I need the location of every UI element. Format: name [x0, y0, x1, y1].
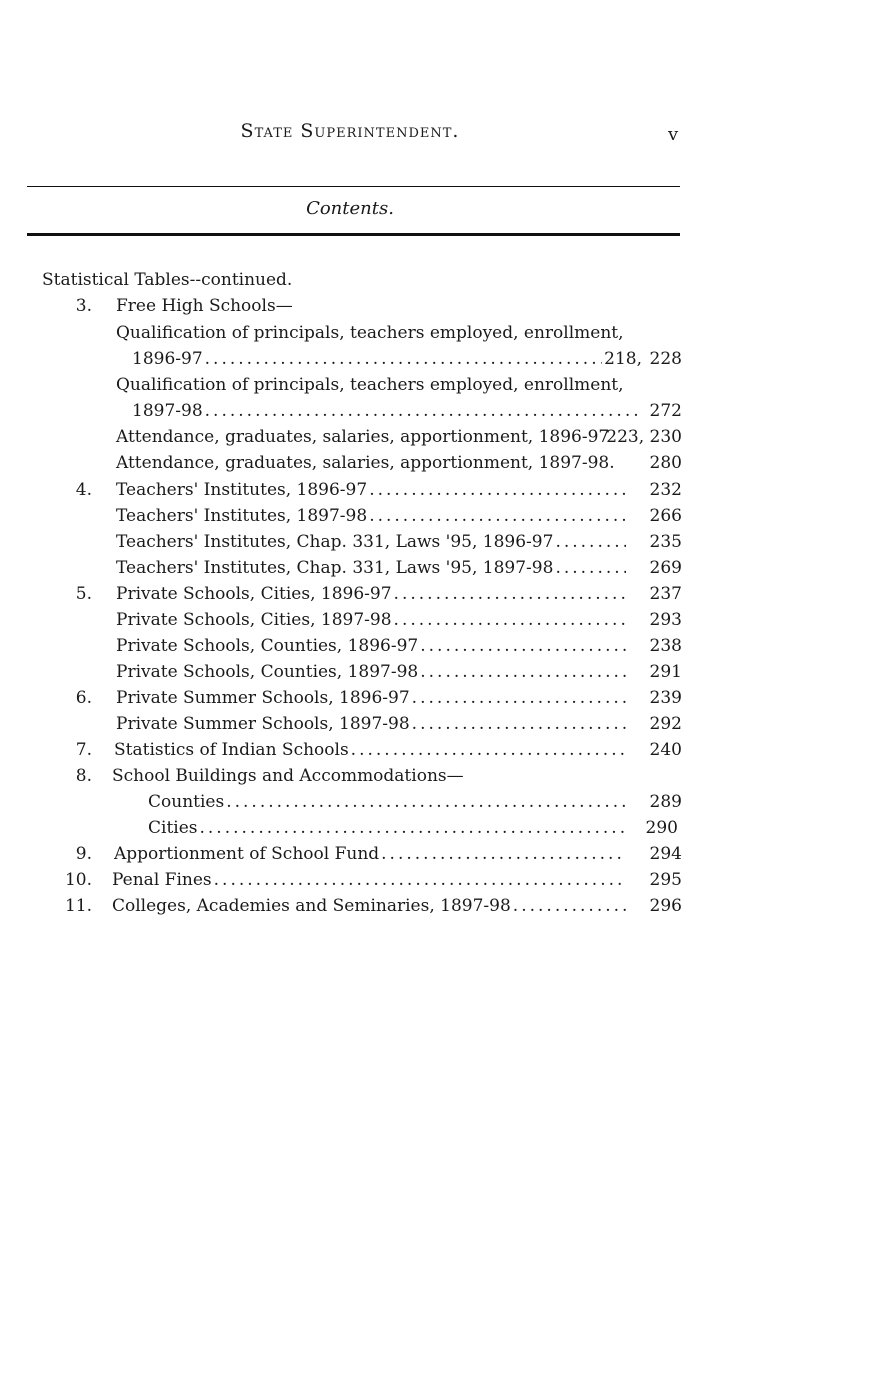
dot-leader	[412, 712, 626, 736]
toc-entry-text: Private Schools, Counties, 1897-98	[116, 662, 419, 682]
dot-leader	[394, 608, 626, 632]
toc-entry-text: Attendance, graduates, salaries, apportionment, 1897-98.	[116, 453, 615, 473]
toc-page-number: 294	[649, 844, 682, 864]
dot-leader	[226, 790, 626, 814]
toc-page-number: 269	[649, 558, 682, 578]
toc-entry-text: Penal Fines	[112, 870, 212, 890]
dot-leader	[513, 894, 626, 918]
toc-item-number: 8.	[75, 766, 92, 786]
toc-entry-text: Counties	[148, 792, 225, 812]
toc-page-number: 238	[649, 636, 682, 656]
toc-entry-text: Teachers' Institutes, Chap. 331, Laws '95, 1897-98	[116, 558, 554, 578]
toc-entry	[116, 634, 626, 658]
toc-page-number: 237	[649, 584, 682, 604]
toc-entry	[132, 347, 602, 371]
toc-entry-text: 1897-98	[132, 401, 203, 421]
dot-leader	[555, 530, 626, 554]
toc-item-number: 7.	[75, 740, 92, 760]
dot-leader	[420, 634, 626, 658]
toc-entry-text: Cities	[148, 818, 198, 838]
dot-leader	[200, 816, 627, 840]
toc-entry	[116, 660, 626, 684]
dot-leader	[205, 399, 640, 423]
toc-item-number: 5.	[75, 584, 92, 604]
dot-leader	[205, 347, 602, 371]
toc-entry-text: Colleges, Academies and Seminaries, 1897-98	[112, 896, 511, 916]
toc-entry-text: Private Summer Schools, 1896-97	[116, 688, 410, 708]
toc-entry	[132, 399, 640, 423]
toc-entry	[116, 478, 626, 502]
dot-leader	[351, 738, 626, 762]
toc-entry	[116, 504, 626, 528]
toc-item-number: 3.	[75, 296, 92, 316]
dot-leader	[214, 868, 626, 892]
toc-item-number: 4.	[75, 480, 92, 500]
dot-leader	[555, 556, 626, 580]
toc-item-title: School Buildings and Accommodations—	[112, 766, 464, 786]
dot-leader	[412, 686, 626, 710]
toc-page-number: 240	[649, 740, 682, 760]
toc-entry	[114, 842, 626, 866]
dot-leader	[394, 582, 626, 606]
toc-entry-text: Private Summer Schools, 1897-98	[116, 714, 410, 734]
toc-entry	[116, 686, 626, 710]
toc-entry	[116, 712, 626, 736]
toc-page-number: 272	[649, 401, 682, 421]
toc-page-number: 266	[649, 506, 682, 526]
toc-item-number: 6.	[75, 688, 92, 708]
dot-leader	[420, 660, 626, 684]
toc-entry-text: Attendance, graduates, salaries, apportionment, 1896-97	[116, 427, 610, 447]
toc-heading: Statistical Tables--continued.	[42, 270, 293, 290]
toc-entry-text: Qualification of principals, teachers employed, enrollment,	[116, 323, 624, 343]
toc-page-number: 239	[649, 688, 682, 708]
toc-entry-text: Statistics of Indian Schools	[114, 740, 349, 760]
toc-entry	[112, 868, 626, 892]
top-rule	[27, 186, 680, 187]
toc-entry-text: Private Schools, Cities, 1897-98	[116, 610, 392, 630]
toc-entry	[148, 790, 626, 814]
toc-entry	[116, 530, 626, 554]
toc-page-number: 291	[649, 662, 682, 682]
dot-leader	[369, 478, 626, 502]
toc-entry-text: Private Schools, Cities, 1896-97	[116, 584, 392, 604]
toc-entry-text: Teachers' Institutes, 1897-98	[116, 506, 368, 526]
toc-entry	[116, 608, 626, 632]
toc-entry-text: 1896-97	[132, 349, 203, 369]
toc-entry-text: Qualification of principals, teachers employed, enrollment,	[116, 375, 624, 395]
toc-page-number: 218,	[604, 349, 642, 369]
bottom-rule	[27, 233, 680, 236]
toc-entry	[116, 556, 626, 580]
toc-page-number: 292	[649, 714, 682, 734]
toc-item-number: 9.	[75, 844, 92, 864]
toc-page-number: 280	[649, 453, 682, 473]
toc-entry	[114, 738, 626, 762]
toc-page-number: 232	[649, 480, 682, 500]
toc-page-number: 289	[649, 792, 682, 812]
toc-page-number: 235	[649, 532, 682, 552]
toc-item-title: Free High Schools—	[116, 296, 293, 316]
toc-page-number: 223, 230	[606, 427, 682, 447]
running-head-title: State Superintendent.	[240, 120, 460, 142]
page-number: v	[668, 124, 679, 145]
toc-entry-text: Teachers' Institutes, 1896-97	[116, 480, 368, 500]
toc-entry	[148, 816, 626, 840]
toc-entry-text: Teachers' Institutes, Chap. 331, Laws '95, 1896-97	[116, 532, 554, 552]
dot-leader	[381, 842, 626, 866]
toc-entry	[116, 582, 626, 606]
toc-page-number: 290	[645, 818, 678, 838]
toc-entry-text: Private Schools, Counties, 1896-97	[116, 636, 419, 656]
dot-leader	[369, 504, 626, 528]
toc-item-number: 11.	[64, 896, 92, 916]
contents-title: Contents.	[306, 198, 394, 219]
toc-page-number: 228	[649, 349, 682, 369]
toc-item-number: 10.	[64, 870, 92, 890]
toc-page-number: 293	[649, 610, 682, 630]
toc-page-number: 295	[649, 870, 682, 890]
toc-entry	[112, 894, 626, 918]
toc-entry-text: Apportionment of School Fund	[114, 844, 380, 864]
toc-page-number: 296	[649, 896, 682, 916]
